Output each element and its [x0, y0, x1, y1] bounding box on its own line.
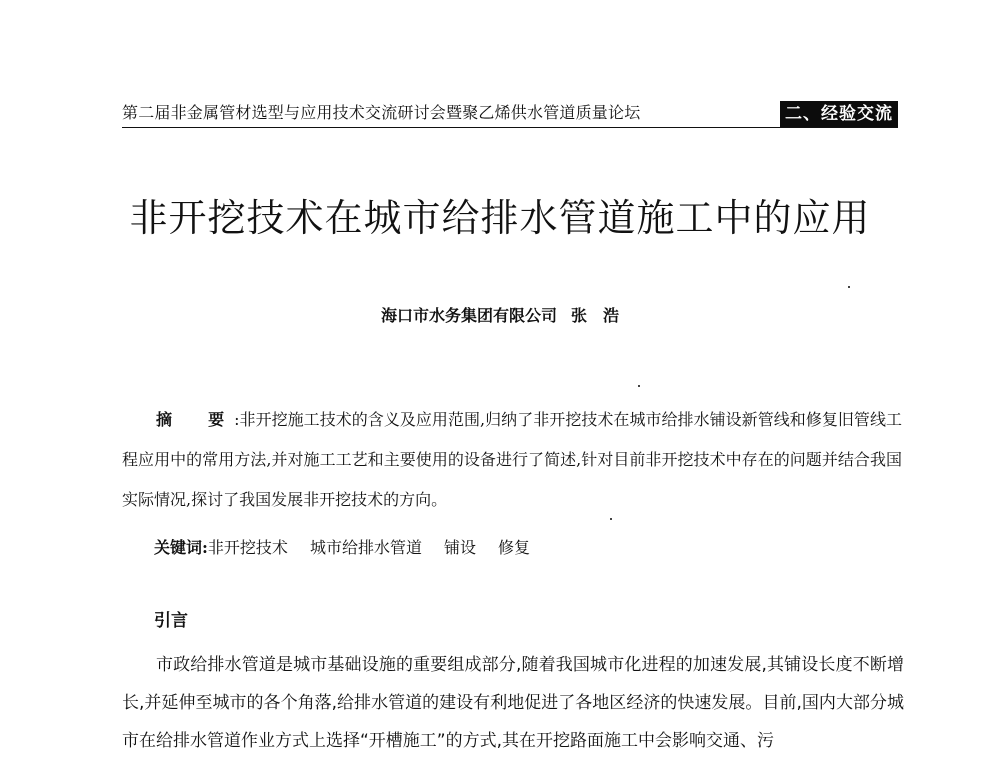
keywords-label: 关键词:	[154, 538, 208, 557]
scan-speck	[638, 385, 640, 387]
running-header	[122, 101, 898, 133]
keyword: 修复	[497, 538, 530, 557]
keywords	[154, 536, 874, 560]
paper-title: 非开挖技术在城市给排水管道施工中的应用	[129, 196, 871, 240]
keyword: 铺设	[443, 538, 476, 557]
conference-name: 第二届非金属管材选型与应用技术交流研讨会暨聚乙烯供水管道质量论坛	[122, 103, 641, 122]
author-name: 张 浩	[571, 306, 620, 325]
abstract	[122, 400, 902, 520]
keyword: 非开挖技术	[207, 538, 288, 557]
abstract-text: :非开挖施工技术的含义及应用范围,归纳了非开挖技术在城市给排水铺设新管线和修复旧管线工程应用中的常用方法,并对施工工艺和主要使用的设备进行了简述,针对目前非开挖技术中存在的问题并结合我国实际情况,探讨了我国发展非开挖技术的方向。	[122, 410, 902, 509]
affiliation: 海口市水务集团有限公司	[380, 306, 557, 325]
scan-speck	[848, 286, 850, 288]
keyword: 城市给排水管道	[309, 538, 422, 557]
scan-speck	[610, 518, 612, 520]
section-tag: 二、经验交流	[780, 101, 898, 127]
byline	[0, 304, 1000, 328]
section-heading-introduction: 引言	[154, 611, 188, 631]
abstract-label: 摘 要	[156, 410, 235, 429]
header-rule	[122, 127, 898, 128]
introduction-paragraph: 市政给排水管道是城市基础设施的重要组成部分,随着我国城市化进程的加速发展,其铺设长度不断增长,并延伸至城市的各个角落,给排水管道的建设有利地促进了各地区经济的快速发展。目前,国内大部分城市在给排水管道作业方式上选择“开槽施工”的方式,其在开挖路面施工中会影响交通、污	[122, 655, 904, 751]
